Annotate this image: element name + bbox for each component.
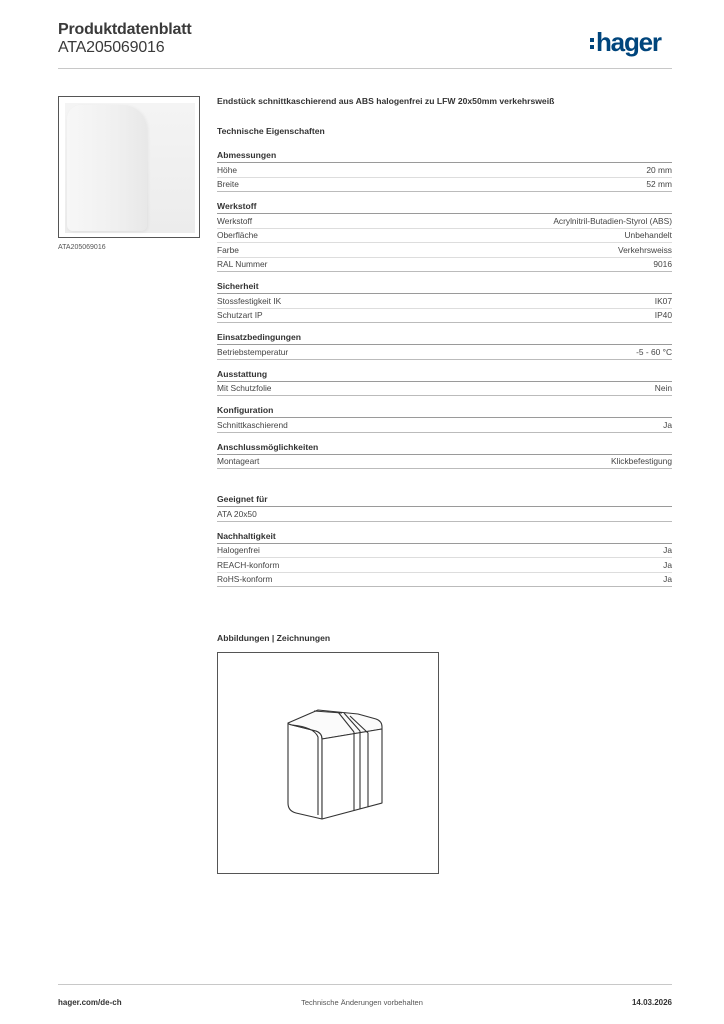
spec-row (217, 229, 672, 244)
spec-label: Halogenfrei (217, 545, 260, 556)
technical-drawing (217, 652, 439, 874)
footer-notice: Technische Änderungen vorbehalten (301, 998, 423, 1007)
spec-value: Unbehandelt (624, 230, 672, 241)
spec-content (217, 96, 672, 596)
spec-value: IK07 (654, 295, 672, 306)
spec-value: Klickbefestigung (611, 456, 672, 467)
spec-row (217, 418, 672, 433)
spec-row (217, 455, 672, 470)
spec-row (217, 178, 672, 193)
hager-logo[interactable] (590, 28, 661, 56)
section-heading: Nachhaltigkeit (217, 531, 672, 544)
spec-label: Oberfläche (217, 230, 258, 241)
section-heading: Ausstattung (217, 369, 672, 382)
product-photo (58, 96, 200, 238)
end-cap-drawing (218, 653, 438, 873)
spec-row (217, 163, 672, 178)
spec-section (217, 150, 672, 192)
spec-value: 20 mm (646, 164, 672, 175)
spec-section (217, 531, 672, 588)
section-heading: Sicherheit (217, 281, 672, 294)
spec-label: Schnittkaschierend (217, 419, 288, 430)
section-heading: Anschlussmöglichkeiten (217, 442, 672, 455)
spec-label: RoHS-konform (217, 574, 273, 585)
spec-row (217, 507, 672, 522)
spec-row (217, 544, 672, 559)
spec-value: Ja (663, 559, 672, 570)
product-photo-background (65, 103, 195, 233)
spec-value: 52 mm (646, 179, 672, 190)
spec-value: Ja (663, 545, 672, 556)
spec-section (217, 332, 672, 360)
spec-row (217, 573, 672, 588)
spec-label: Mit Schutzfolie (217, 383, 272, 394)
technical-properties-heading: Technische Eigenschaften (217, 126, 325, 136)
spec-row (217, 345, 672, 360)
end-cap-image (67, 105, 147, 231)
spec-section (217, 442, 672, 470)
drawings-heading: Abbildungen | Zeichnungen (217, 633, 331, 643)
spec-label: Farbe (217, 244, 239, 255)
spec-row (217, 258, 672, 273)
footer-date: 14.03.2026 (631, 998, 672, 1007)
spec-value: Nein (654, 383, 672, 394)
spec-section (217, 201, 672, 272)
spec-label: Betriebstemperatur (217, 346, 289, 357)
section-heading: Werkstoff (217, 201, 672, 214)
spec-row (217, 309, 672, 324)
spec-label: Schutzart IP (217, 310, 263, 321)
spec-sections (217, 150, 672, 469)
spec-row (217, 382, 672, 397)
section-heading: Konfiguration (217, 405, 672, 418)
spec-value: 9016 (653, 259, 672, 270)
spec-section (217, 405, 672, 433)
spec-value: Verkehrsweiss (618, 244, 672, 255)
header-divider (58, 68, 672, 69)
spec-row (217, 558, 672, 573)
spec-section (217, 369, 672, 397)
footer-divider (58, 984, 672, 985)
footer-website-link[interactable]: hager.com/de-ch (58, 998, 122, 1007)
spec-label: Höhe (217, 164, 238, 175)
spec-label: Breite (217, 179, 239, 190)
spec-section (217, 494, 672, 522)
article-number: ATA205069016 (58, 39, 165, 56)
section-gap (217, 478, 672, 494)
spec-sections-secondary (217, 494, 672, 587)
section-heading: Einsatzbedingungen (217, 332, 672, 345)
photo-caption: ATA205069016 (58, 244, 106, 251)
spec-row (217, 294, 672, 309)
spec-value: Acrylnitril-Butadien-Styrol (ABS) (553, 215, 672, 226)
spec-value: IP40 (654, 310, 672, 321)
logo-dots-icon (590, 38, 594, 49)
spec-label: ATA 20x50 (217, 508, 257, 519)
spec-value: Ja (663, 419, 672, 430)
logo-text: hager (596, 27, 661, 57)
section-heading: Abmessungen (217, 150, 672, 163)
spec-label: Werkstoff (217, 215, 253, 226)
spec-label: Stossfestigkeit IK (217, 295, 282, 306)
product-title: Endstück schnittkaschierend aus ABS halogenfrei zu LFW 20x50mm verkehrsweiß (217, 96, 555, 106)
spec-row (217, 214, 672, 229)
spec-row (217, 243, 672, 258)
spec-value: Ja (663, 574, 672, 585)
spec-label: Montageart (217, 456, 260, 467)
spec-section (217, 281, 672, 323)
spec-label: REACH-konform (217, 559, 280, 570)
spec-value: -5 - 60 °C (636, 346, 672, 357)
page-title: Produktdatenblatt (58, 21, 192, 38)
spec-label: RAL Nummer (217, 259, 268, 270)
section-heading: Geeignet für (217, 494, 672, 507)
